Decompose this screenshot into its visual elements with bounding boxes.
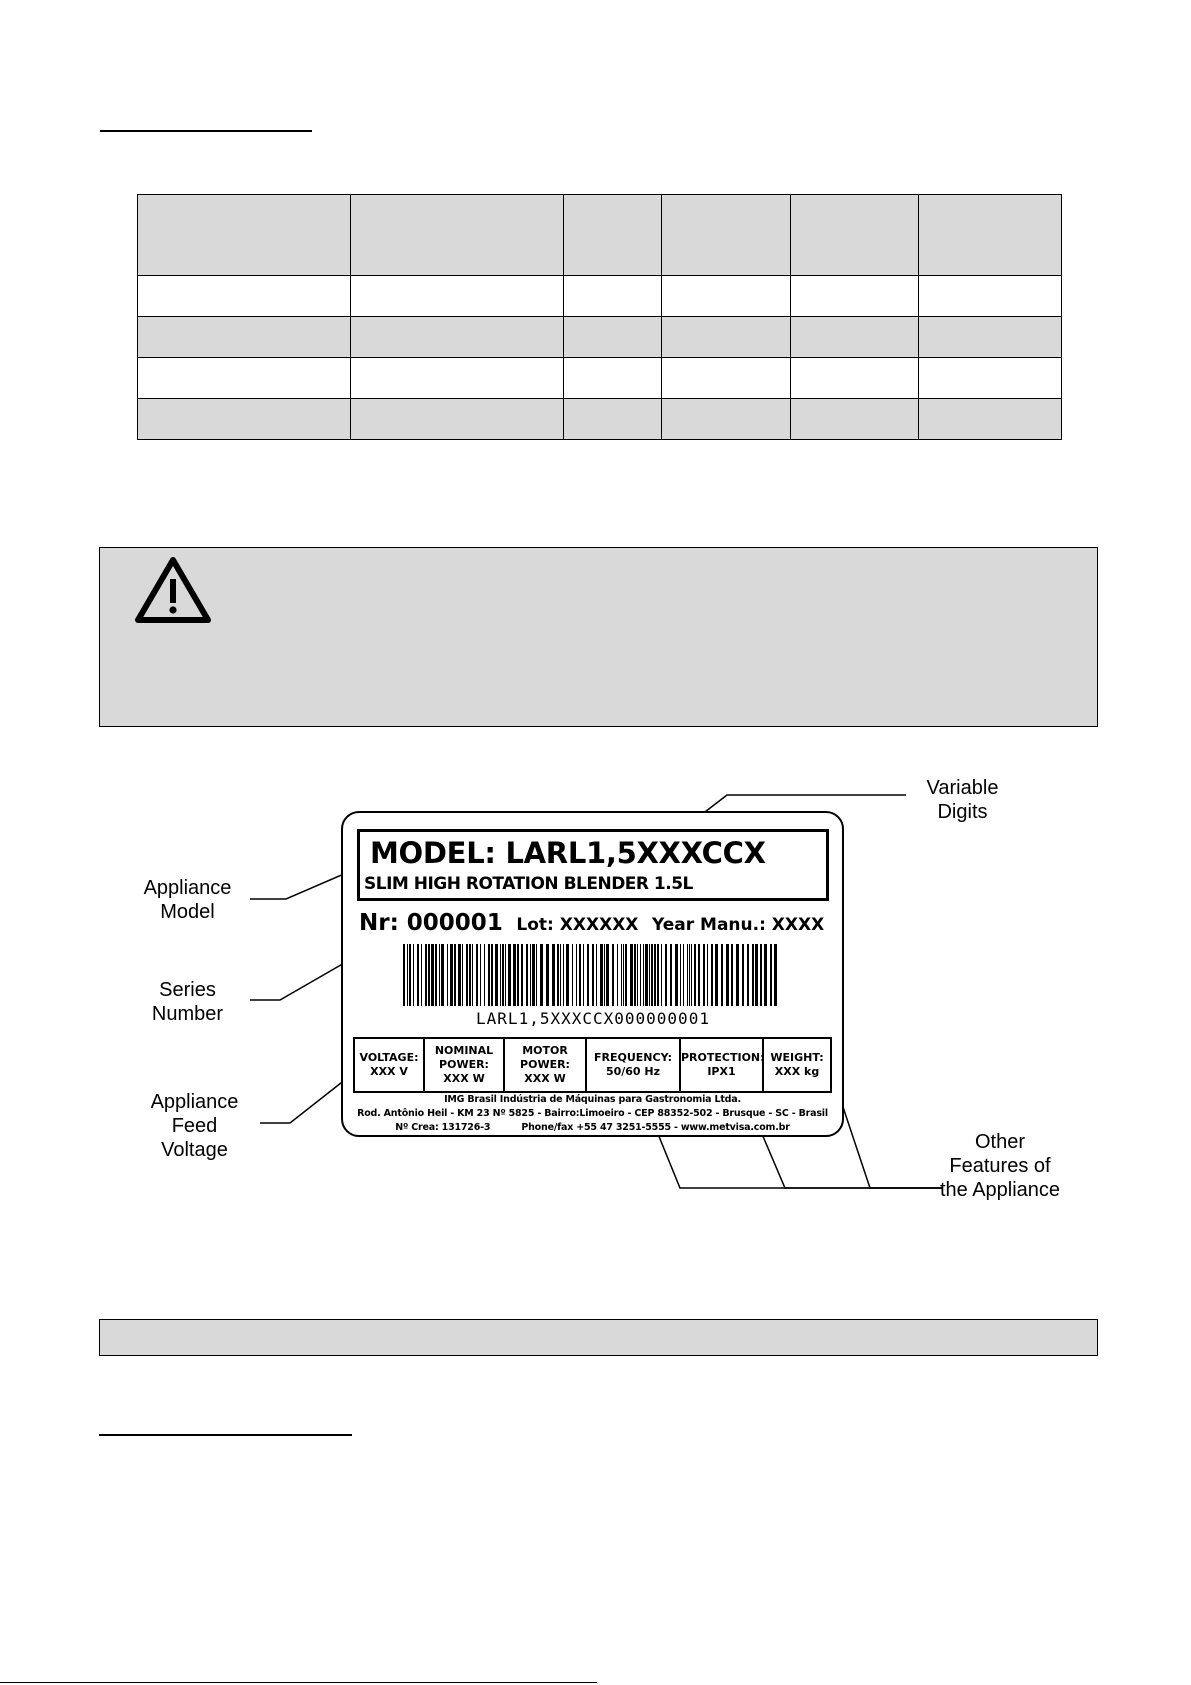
table-row — [138, 358, 1062, 399]
barcode-bar — [407, 944, 408, 1006]
barcode-bar — [469, 944, 471, 1006]
footnote-rule — [0, 1682, 597, 1683]
table-cell — [138, 276, 351, 317]
callout-line: Feed — [171, 1115, 218, 1137]
product-line: SLIM HIGH ROTATION BLENDER 1.5L — [364, 874, 693, 894]
barcode-bar — [491, 944, 493, 1006]
table-cell — [138, 317, 351, 358]
spec-title: FREQUENCY: — [594, 1051, 672, 1064]
table-cell — [564, 399, 662, 440]
barcode-bar — [566, 944, 569, 1006]
barcode-bar — [760, 944, 762, 1006]
barcode-bar — [450, 944, 453, 1006]
spec-title: PROTECTION: — [681, 1051, 765, 1064]
model-line: MODEL: LARL1,5XXXCCX — [370, 836, 766, 870]
barcode-bar — [557, 944, 559, 1006]
table-row — [138, 399, 1062, 440]
spec-row — [353, 1037, 832, 1093]
barcode-bar — [604, 944, 605, 1006]
lot-number: Lot: XXXXXX — [516, 915, 639, 935]
barcode-bar — [606, 944, 609, 1006]
barcode-bar — [596, 944, 597, 1006]
barcode-bar — [736, 944, 739, 1006]
barcode-bar — [576, 944, 577, 1006]
table-cell — [138, 195, 351, 276]
barcode-bar — [654, 944, 656, 1006]
spec-value: XXX W — [524, 1072, 566, 1085]
barcode-bar — [458, 944, 461, 1006]
barcode-bar — [417, 944, 419, 1006]
barcode-bar — [587, 944, 589, 1006]
callout-line: Digits — [937, 801, 988, 823]
barcode-bar — [640, 944, 641, 1006]
spec-frequency — [587, 1039, 681, 1091]
barcode-bar — [645, 944, 648, 1006]
table-cell — [662, 195, 791, 276]
footer-contact: Nº Crea: 131726-3 Phone/fax +55 47 3251-5555 - www.metvisa.com.br — [395, 1122, 790, 1133]
table-cell — [564, 276, 662, 317]
table-cell — [138, 399, 351, 440]
barcode-bar — [425, 944, 427, 1006]
spec-value: XXX V — [370, 1065, 408, 1078]
barcode-bar — [687, 944, 688, 1006]
serial-line — [359, 910, 824, 936]
barcode-bar — [600, 944, 603, 1006]
barcode-bar — [680, 944, 681, 1006]
barcode-bar — [502, 944, 504, 1006]
table-cell — [919, 276, 1062, 317]
barcode-bar — [643, 944, 644, 1006]
barcode-bar — [661, 944, 662, 1006]
table-cell — [351, 276, 564, 317]
barcode-bar — [517, 944, 519, 1006]
table-cell — [138, 358, 351, 399]
barcode-bar — [755, 944, 758, 1006]
barcode-bar — [617, 944, 618, 1006]
barcode-bar — [521, 944, 523, 1006]
barcode-bar — [689, 944, 690, 1006]
barcode-bar — [711, 944, 713, 1006]
barcode-bar — [480, 944, 481, 1006]
table-cell — [919, 358, 1062, 399]
callout-series-number — [130, 978, 245, 1026]
barcode-bar — [634, 944, 636, 1006]
spec-title: VOLTAGE: — [359, 1051, 419, 1064]
year-manufactured: Year Manu.: XXXX — [651, 915, 825, 935]
appliance-label-plate — [341, 811, 844, 1137]
barcode-bar — [770, 944, 772, 1006]
table-cell — [791, 317, 919, 358]
barcode-bar — [742, 944, 744, 1006]
table-row — [138, 317, 1062, 358]
callout-line: Appliance — [143, 877, 232, 899]
callout-other-features — [925, 1130, 1075, 1202]
barcode-bar — [435, 944, 437, 1006]
barcode-bar — [428, 944, 430, 1006]
barcode-bar — [508, 944, 511, 1006]
callout-line: Number — [151, 1003, 224, 1025]
barcode-bar — [540, 944, 543, 1006]
barcode-bar — [403, 944, 405, 1006]
barcode-bar — [536, 944, 537, 1006]
barcode-bar — [532, 944, 535, 1006]
callout-variable-digits — [905, 776, 1020, 824]
barcode-bar — [472, 944, 473, 1006]
note-bar — [99, 1319, 1098, 1356]
barcode-bar — [623, 944, 624, 1006]
barcode-bar — [413, 944, 414, 1006]
table-row — [138, 276, 1062, 317]
barcode-bar — [703, 944, 705, 1006]
warning-triangle-icon — [133, 554, 213, 626]
callout-feed-voltage — [137, 1090, 252, 1162]
callout-line: Series — [159, 979, 216, 1001]
barcode-bar — [698, 944, 700, 1006]
barcode-bar — [560, 944, 561, 1006]
barcode-bar — [530, 944, 531, 1006]
barcode-bar — [715, 944, 718, 1006]
barcode-bar — [637, 944, 638, 1006]
spec-protection — [681, 1039, 764, 1091]
barcode-bar — [466, 944, 468, 1006]
callout-line: Appliance — [150, 1091, 239, 1113]
barcode-bar — [774, 944, 777, 1006]
barcode-bar — [439, 944, 440, 1006]
barcode-bar — [484, 944, 485, 1006]
section-heading-underline — [100, 130, 312, 132]
spec-value: XXX W — [443, 1072, 485, 1085]
barcode-bar — [649, 944, 650, 1006]
barcode-bar — [630, 944, 633, 1006]
barcode-bar — [625, 944, 627, 1006]
barcode-bar — [651, 944, 653, 1006]
warning-box — [99, 547, 1098, 727]
barcode-bar — [488, 944, 490, 1006]
barcode-bar — [694, 944, 696, 1006]
table-header-row — [138, 195, 1062, 276]
spec-title: NOMINAL POWER: — [434, 1044, 494, 1071]
table-cell — [791, 358, 919, 399]
barcode-bar — [670, 944, 672, 1006]
table-cell — [564, 195, 662, 276]
barcode-bar — [513, 944, 516, 1006]
spec-value: 50/60 Hz — [605, 1065, 661, 1078]
callout-line: Other — [974, 1131, 1026, 1153]
table-cell — [919, 399, 1062, 440]
barcode-bar — [621, 944, 622, 1006]
barcode-bar — [752, 944, 754, 1006]
barcode-bar — [441, 944, 444, 1006]
model-box — [357, 829, 829, 901]
table-cell — [564, 317, 662, 358]
table-cell — [564, 358, 662, 399]
barcode-bar — [546, 944, 549, 1006]
barcode-bar — [707, 944, 708, 1006]
barcode-bar — [462, 944, 463, 1006]
barcode-bar — [421, 944, 422, 1006]
table-cell — [791, 195, 919, 276]
barcode-bar — [691, 944, 692, 1006]
barcode-bar — [500, 944, 501, 1006]
barcode-bar — [612, 944, 614, 1006]
table-cell — [662, 276, 791, 317]
table-cell — [662, 358, 791, 399]
spec-voltage — [355, 1039, 425, 1091]
barcode-bar — [447, 944, 448, 1006]
barcode-bar — [583, 944, 584, 1006]
serial-number: Nr: 000001 — [359, 910, 503, 936]
barcode-bar — [747, 944, 749, 1006]
table-cell — [919, 317, 1062, 358]
spec-weight — [764, 1039, 830, 1091]
callout-line: Voltage — [161, 1139, 228, 1161]
table-cell — [791, 399, 919, 440]
barcode-bar — [454, 944, 456, 1006]
table-cell — [351, 317, 564, 358]
table-cell — [351, 358, 564, 399]
spec-motor-power — [505, 1039, 587, 1091]
barcode-bar — [764, 944, 767, 1006]
barcode-bar — [409, 944, 411, 1006]
table-cell — [791, 276, 919, 317]
spec-title: MOTOR POWER: — [520, 1044, 570, 1071]
spec-value: XXX kg — [774, 1065, 820, 1078]
barcode-bar — [476, 944, 478, 1006]
barcode-bar — [552, 944, 555, 1006]
spec-title: WEIGHT: — [770, 1051, 824, 1064]
callout-line: Features of — [949, 1155, 1051, 1177]
specifications-table — [137, 194, 1062, 440]
barcode-bar — [572, 944, 573, 1006]
barcode-bar — [563, 944, 564, 1006]
barcode-image — [401, 944, 781, 1006]
barcode-bar — [505, 944, 506, 1006]
barcode-bar — [657, 944, 659, 1006]
barcode-bar — [495, 944, 498, 1006]
table-cell — [351, 195, 564, 276]
table-cell — [351, 399, 564, 440]
barcode-text: LARL1,5XXXCCX000000001 — [476, 1009, 710, 1028]
barcode-bar — [721, 944, 723, 1006]
table-cell — [919, 195, 1062, 276]
table-cell — [662, 399, 791, 440]
barcode-bar — [579, 944, 581, 1006]
barcode-bar — [526, 944, 528, 1006]
callout-line: the Appliance — [939, 1179, 1061, 1201]
callout-line: Model — [160, 901, 215, 923]
barcode-bar — [675, 944, 678, 1006]
barcode-bar — [683, 944, 684, 1006]
footer-company: IMG Brasil Indústria de Máquinas para Gastronomia Ltda. — [444, 1094, 741, 1105]
spec-nominal-power — [425, 1039, 505, 1091]
barcode-bar — [592, 944, 594, 1006]
table-cell — [662, 317, 791, 358]
barcode-bar — [665, 944, 667, 1006]
callout-line: Variable — [926, 777, 999, 799]
footer-address: Rod. Antônio Heil - KM 23 Nº 5825 - Bairro:Limoeiro - CEP 88352-502 - Brusque - SC - Brasil — [357, 1108, 828, 1119]
spec-value: IPX1 — [707, 1065, 736, 1078]
barcode-bar — [731, 944, 733, 1006]
barcode-bar — [726, 944, 729, 1006]
barcode-bar — [431, 944, 434, 1006]
callout-appliance-model — [130, 876, 245, 924]
section-heading-underline — [99, 1434, 352, 1436]
